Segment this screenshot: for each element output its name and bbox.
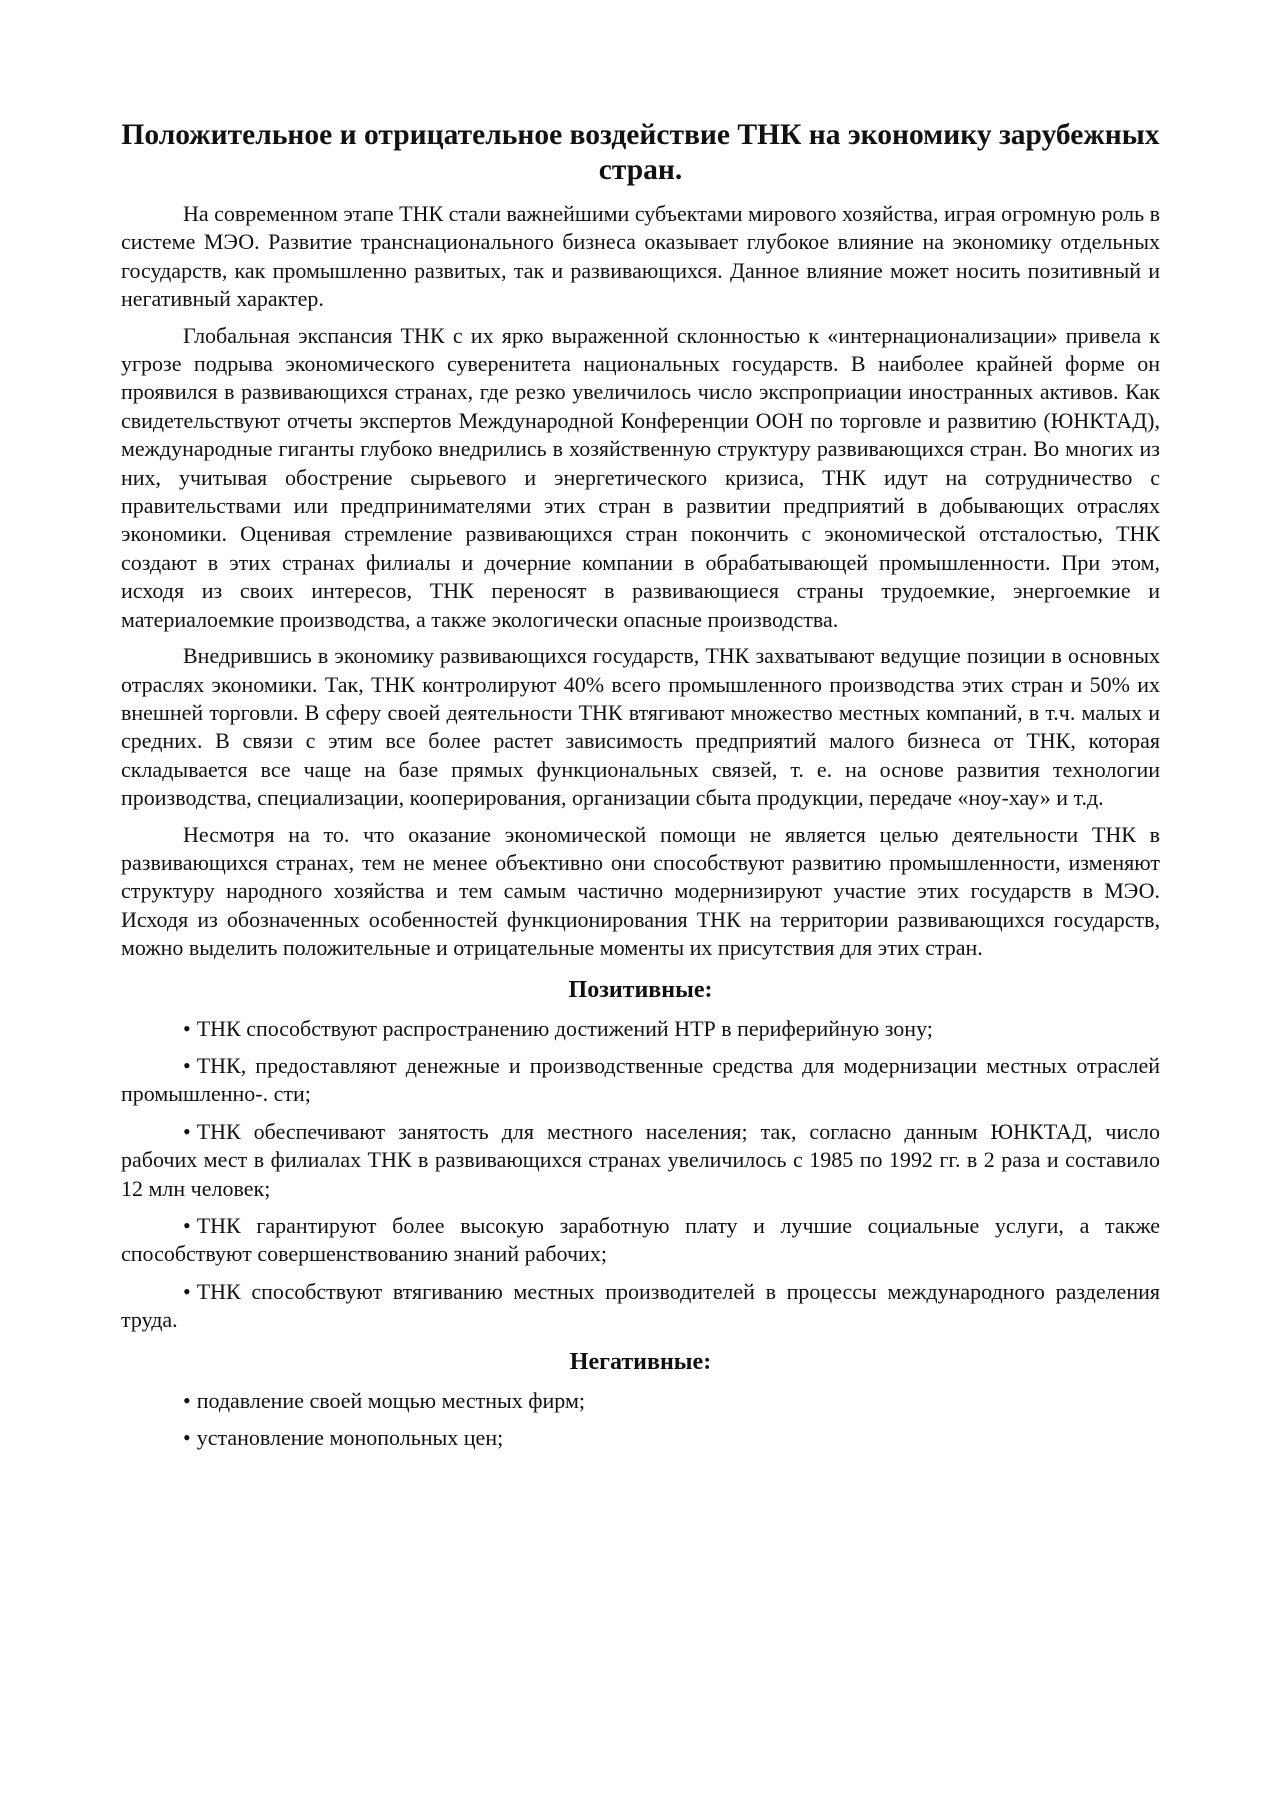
negative-heading: Негативные: [569,1348,712,1375]
bullet-icon: • [183,1118,191,1144]
bullet-icon: • [183,1387,191,1413]
list-item-text: подавление своей мощью местных фирм; [196,1387,585,1413]
positive-list-item [121,1052,1160,1109]
bullet-icon: • [183,1052,191,1078]
positive-list-item [121,1212,1160,1269]
body-paragraph: Глобальная экспансия ТНК с их ярко выраженной склонностью к «интернационализации» привела к угрозе подрыва экономического суверенитета национальных государств. В наиболее крайней форме он проявился в развивающихся странах, где резко увеличилось число экспроприации иностранных активов. Как свидетельствуют отчеты экспертов Международной Конференции ООН по торговле и развитию (ЮНКТАД), международные гиганты глубоко внедрились в хозяйственную структуру развивающихся стран. Во многих из них, учитывая обострение сырьевого и энергетического кризиса, ТНК идут на сотрудничество с правительствами или предпринимателями этих стран в развитии предприятий в добывающих отраслях экономики. Оценивая стремление развивающихся стран покончить с экономической отсталостью, ТНК создают в этих странах филиалы и дочерние компании в обрабатывающей промышленности. При этом, исходя из своих интересов, ТНК переносят в развивающиеся страны трудоемкие, энергоемкие и материалоемкие производства, а также экологически опасные производства. [121,322,1160,632]
list-item-text: ТНК способствуют распространению достижений НТР в периферийную зону; [196,1015,933,1041]
list-item-text: ТНК обеспечивают занятость для местного населения; так, согласно данным ЮНКТАД, число рабочих мест в филиалах ТНК в развивающихся странах увеличилось с 1985 по 1992 гг. в 2 раза и составило 12 млн человек; [121,1118,1160,1201]
bullet-icon: • [183,1213,191,1238]
negative-list-item [121,1387,1160,1415]
list-item-text: ТНК, предоставляют денежные и производственные средства для модернизации местных отраслей промышленно-. сти; [121,1052,1160,1107]
positive-list-item [121,1278,1160,1335]
negative-list-item [121,1424,1160,1452]
bullet-icon: • [183,1015,191,1041]
list-item-text: установление монопольных цен; [196,1425,504,1451]
positive-list-item [121,1118,1160,1203]
bullet-icon: • [183,1278,191,1304]
positive-list-item [121,1015,1160,1043]
body-paragraph: Несмотря на то. что оказание экономической помощи не является целью деятельности ТНК в развивающихся странах, тем не менее объективно они способствуют развитию промышленности, изменяют структуру народного хозяйства и тем самым частично модернизируют участие этих государств в МЭО. Исходя из обозначенных особенностей функционирования ТНК на территории развивающихся государств, можно выделить положительные и отрицательные моменты их присутствия для этих стран. [121,821,1160,961]
list-item-text: ТНК способствуют втягиванию местных производителей в процессы международного разделения труда. [121,1278,1160,1333]
bullet-icon: • [183,1425,191,1451]
positive-heading: Позитивные: [568,976,713,1003]
body-paragraph: Внедрившись в экономику развивающихся государств, ТНК захватывают ведущие позиции в основных отраслях экономики. Так, ТНК контролируют 40% всего промышленного производства этих стран и 50% их внешней торговли. В сферу своей деятельности ТНК втягивают множество местных компаний, в т.ч. малых и средних. В связи с этим все более растет зависимость предприятий малого бизнеса от ТНК, которая складывается все чаще на базе прямых функциональных связей, т. е. на основе развития технологии производства, специализации, кооперирования, организации сбыта продукции, передаче «ноу-хау» и т.д. [121,643,1160,811]
page-title: Положительное и отрицательное воздействие ТНК на экономику зарубежных стран. [121,119,1160,186]
list-item-text: ТНК гарантируют более высокую заработную плату и лучшие социальные услуги, а также способствуют совершенствованию знаний рабочих; [121,1213,1160,1267]
body-paragraph: На современном этапе ТНК стали важнейшими субъектами мирового хозяйства, играя огромную роль в системе МЭО. Развитие транснационального бизнеса оказывает глубокое влияние на экономику отдельных государств, как промышленно развитых, так и развивающихся. Данное влияние может носить позитивный и негативный характер. [121,201,1160,312]
